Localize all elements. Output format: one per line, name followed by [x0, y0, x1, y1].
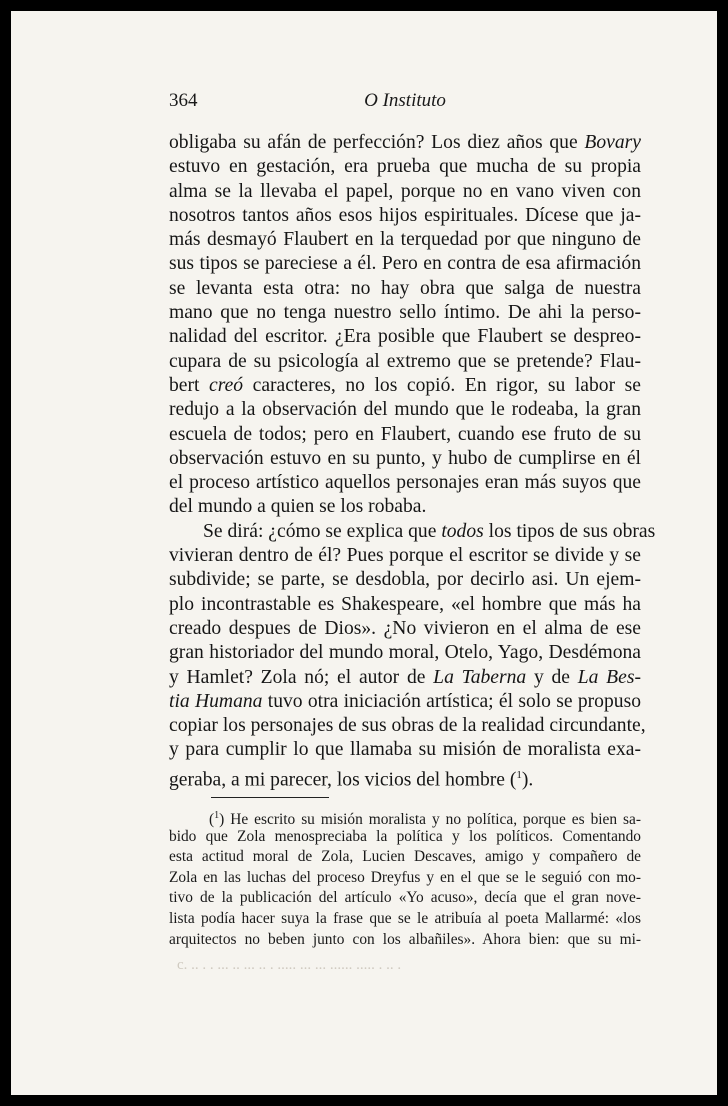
text-line: obligaba su afán de perfección? Los diez años que Bovary — [169, 132, 641, 153]
text-line: alma se la llevaba el papel, porque no en vano viven con — [169, 180, 641, 202]
book-page — [11, 11, 717, 1095]
text-line: nosotros tantos años esos hijos espirituales. Dícese que ja- — [169, 204, 641, 226]
text-line: creado despues de Dios». ¿No vivieron en el alma de ese — [169, 617, 641, 639]
text-line: Se dirá: ¿cómo se explica que todos los tipos de sus obras — [203, 520, 656, 542]
main-text — [169, 131, 656, 791]
page-header — [169, 90, 641, 116]
text-line: el proceso artístico aquellos personajes eran más suyos que — [169, 472, 641, 494]
footnote-line: bido que Zola menospreciaba la política y los políticos. Comentando — [169, 827, 641, 845]
running-title: O Instituto — [364, 90, 446, 111]
page-number: 364 — [169, 90, 198, 111]
text-line: mano que no tenga nuestro sello íntimo. De ahi la perso- — [169, 302, 641, 324]
text-line: sus tipos se pareciese a él. Pero en contra de esa afirmación — [169, 253, 641, 275]
footnote-rule — [211, 797, 329, 798]
text-line: del mundo a quien se los robaba. — [169, 496, 427, 518]
text-line: estuvo en gestación, era prueba que mucha de su propia — [169, 156, 641, 178]
bleed-through-text: c. .. . . ... .. ... .. . ..... ... ... ...... ..... . .. . — [177, 957, 402, 973]
text-line: gran historiador del mundo moral, Otelo, Yago, Desdémona — [169, 642, 641, 664]
text-line: geraba, a mi parecer, los vicios del hombre ($^1$). — [169, 768, 534, 791]
text-line: cupara de su psicología al extremo que se pretende? Flau- — [169, 350, 641, 372]
text-line: y Hamlet? Zola nó; el autor de La Taberna y de La Bes- — [169, 666, 641, 688]
text-line: nalidad del escritor. ¿Era posible que Flaubert se despreo- — [169, 326, 641, 348]
text-line: vivieran dentro de él? Pues porque el escritor se divide y se — [169, 545, 641, 567]
text-line: subdivide; se parte, se desdobla, por decirlo asi. Un ejem- — [169, 569, 641, 591]
text-line: bert creó caracteres, no los copió. En rigor, su labor se — [169, 374, 641, 396]
footnote — [169, 806, 641, 950]
text-line: plo incontrastable es Shakespeare, «el hombre que más ha — [169, 593, 641, 615]
footnote-line: Zola en las luchas del proceso Dreyfus y en el que se le seguió con mo- — [169, 868, 641, 886]
text-line: más desmayó Flaubert en la terquedad por que ninguno de — [169, 229, 641, 251]
text-line: redujo a la observación del mundo que le rodeaba, la gran — [169, 399, 641, 421]
text-line: escuela de todos; pero en Flaubert, cuando ese fruto de su — [169, 423, 641, 445]
text-line: se levanta esta otra: no hay obra que salga de nuestra — [169, 277, 641, 299]
text-line: observación estuvo en su punto, y hubo de cumplirse en él — [169, 447, 641, 469]
text-line: y para cumplir lo que llamaba su misión de moralista exa- — [169, 739, 641, 761]
footnote-line: lista podía hacer suya la frase que se le atribuía al poeta Mallarmé: «los — [169, 909, 641, 927]
footnote-line: arquitectos no beben junto con los albañiles». Ahora bien: que su mi- — [169, 930, 641, 948]
text-line: tia Humana tuvo otra iniciación artística; él solo se propuso — [169, 690, 641, 712]
footnote-line: esta actitud moral de Zola, Lucien Descaves, amigo y compañero de — [169, 848, 641, 866]
text-line: copiar los personajes de sus obras de la realidad circundante, — [169, 715, 646, 737]
footnote-line: tivo de la publicación del artículo «Yo acuso», decía que el gran nove- — [169, 889, 641, 907]
footnote-line: ($^1$) He escrito su misión moralista y no política, porque es bien sa- — [209, 810, 641, 829]
